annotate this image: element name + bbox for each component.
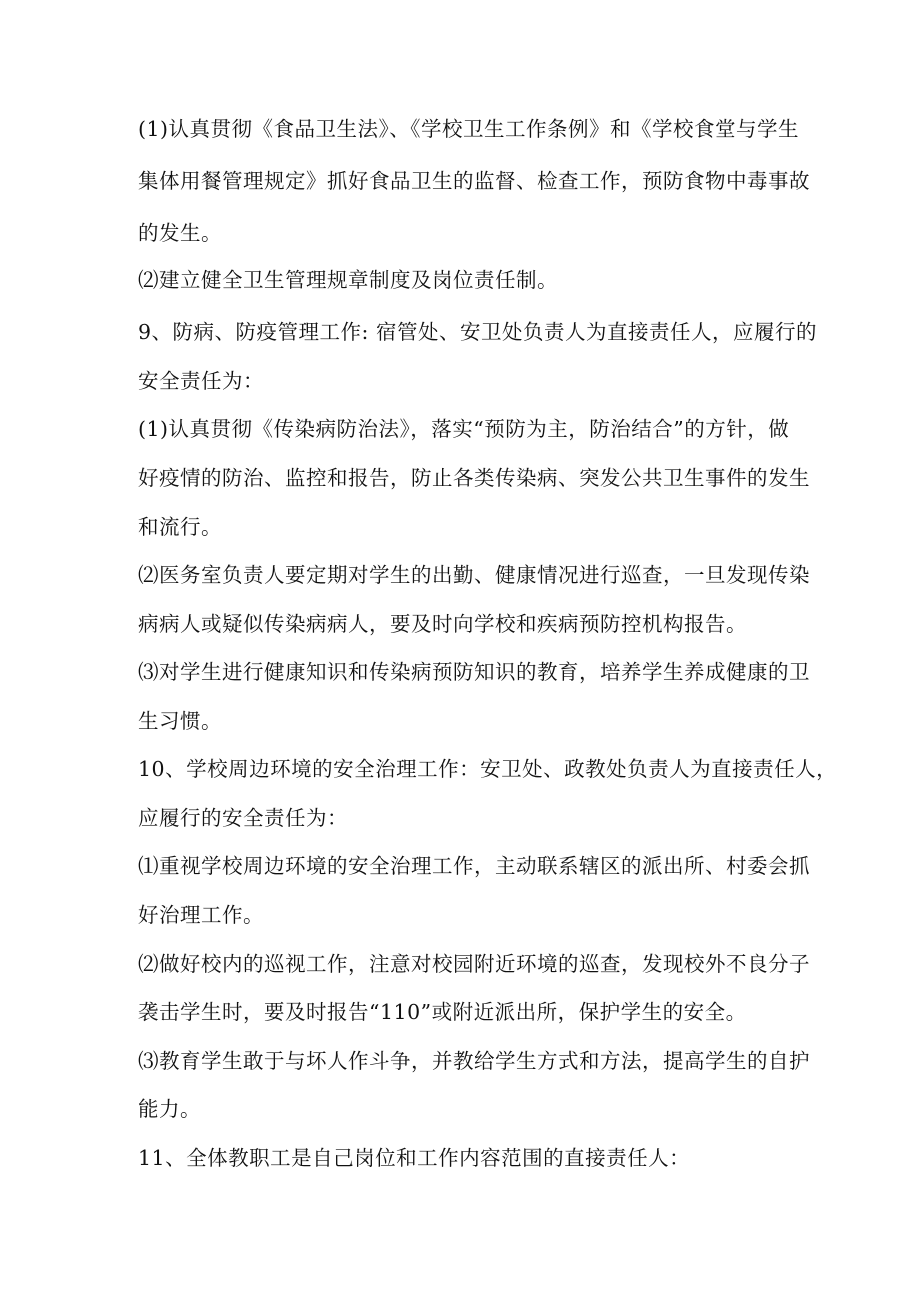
- text-line: 袭击学生时，要及时报告“110”或附近派出所，保护学生的安全。: [138, 1000, 747, 1024]
- text-line: ⑶教育学生敢于与坏人作斗争，并教给学生方式和方法，提高学生的自护: [138, 1049, 810, 1073]
- text-line: (1)认真贯彻《传染病防治法》，落实“预防为主，防治结合”的方针，做: [138, 417, 790, 441]
- text-line: ⑵做好校内的巡视工作，注意对校园附近环境的巡查，发现校外不良分子: [138, 952, 810, 976]
- text-line: 能力。: [138, 1097, 201, 1121]
- text-line: ⑵建立健全卫生管理规章制度及岗位责任制。: [138, 268, 558, 292]
- text-line: 应履行的安全责任为：: [138, 806, 348, 830]
- text-line: ⑵医务室负责人要定期对学生的出勤、健康情况进行巡查，一旦发现传染: [138, 563, 810, 587]
- text-line: 和流行。: [138, 515, 222, 539]
- text-line: 11、全体教职工是自己岗位和工作内容范围的直接责任人：: [138, 1146, 691, 1170]
- text-line: ⑴重视学校周边环境的安全治理工作，主动联系辖区的派出所、村委会抓: [138, 854, 810, 878]
- text-line: 集体用餐管理规定》抓好食品卫生的监督、检查工作，预防食物中毒事故: [138, 169, 810, 193]
- text-line: 好治理工作。: [138, 903, 264, 927]
- text-line: 的发生。: [138, 221, 222, 245]
- text-line: 生习惯。: [138, 709, 222, 733]
- text-line: 好疫情的防治、监控和报告，防止各类传染病、突发公共卫生事件的发生: [138, 466, 810, 490]
- text-line: 安全责任为：: [138, 369, 264, 393]
- text-line: 9、防病、防疫管理工作: 宿管处、安卫处负责人为直接责任人，应履行的: [138, 320, 817, 344]
- text-line: ⑶对学生进行健康知识和传染病预防知识的教育，培养学生养成健康的卫: [138, 660, 810, 684]
- text-line: 病病人或疑似传染病病人，要及时向学校和疾病预防控机构报告。: [138, 612, 747, 636]
- text-line: 10、学校周边环境的安全治理工作：安卫处、政教处负责人为直接责任人，: [138, 757, 838, 781]
- text-line: (1)认真贯彻《食品卫生法》、《学校卫生工作条例》和《学校食堂与学生: [138, 117, 800, 141]
